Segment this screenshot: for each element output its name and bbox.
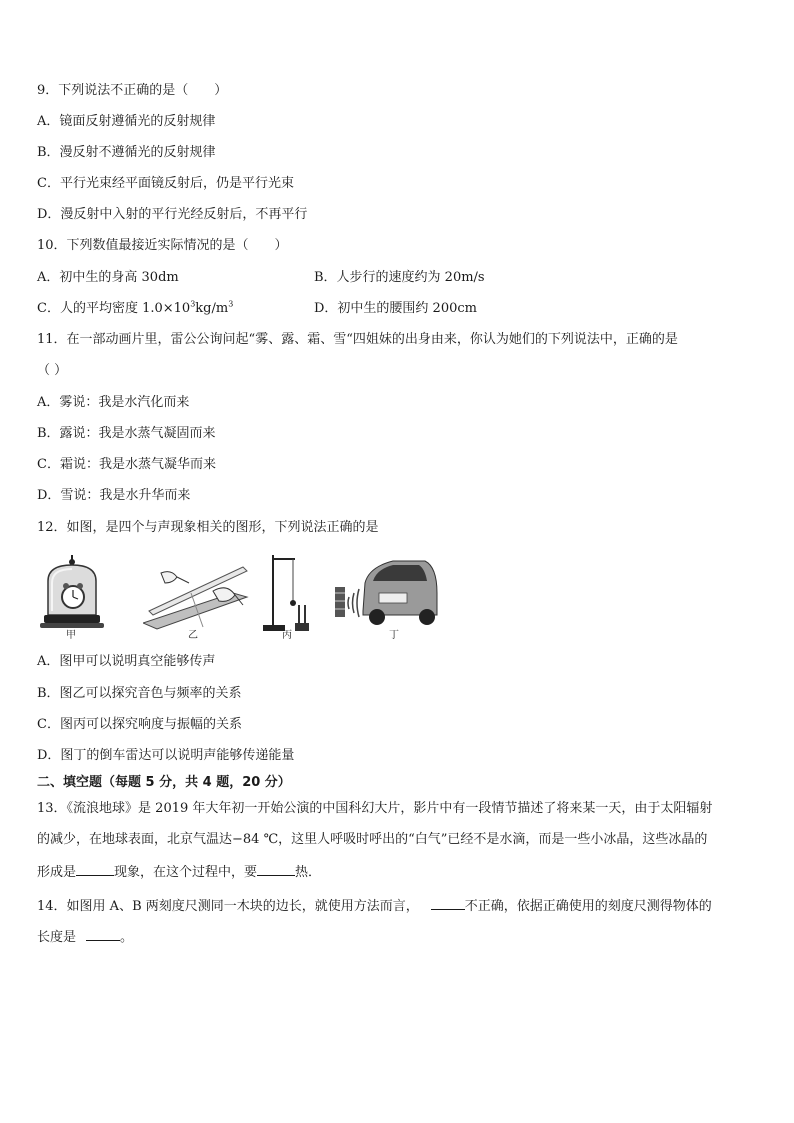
q9-option-b: B．漫反射不遵循光的反射规律 (37, 145, 216, 160)
q12-option-d: D．图丁的倒车雷达可以说明声能够传递能量 (37, 748, 295, 763)
car-radar-figure (333, 553, 439, 643)
q14-blank-2[interactable] (86, 926, 120, 941)
q9-stem: 9．下列说法不正确的是（ ） (37, 83, 228, 98)
q13-line3 (37, 861, 321, 883)
fig-label-jia: 甲 (66, 630, 76, 641)
q10-option-c-exponent: 3 (190, 299, 196, 309)
q14-blank-1[interactable] (431, 895, 465, 910)
q11-option-c: C．霜说：我是水蒸气凝华而来 (37, 457, 216, 472)
fig-label-bing: 丙 (282, 630, 292, 641)
q10-option-d: D．初中生的腰围约 200cm (314, 301, 477, 316)
q14-text-c: 长度是 (37, 930, 77, 945)
q11-stem-line1: 11．在一部动画片里，雷公公询问起“雾、露、霜、雪“四姐妹的出身由来，你认为她们的下列说法中，正确的是 (37, 332, 678, 347)
q10-stem: 10．下列数值最接近实际情况的是（ ） (37, 238, 288, 253)
q10-option-a: A．初中生的身高 30dm (37, 270, 179, 285)
q13-text-a: 形成是 (37, 865, 77, 880)
q14-line1 (37, 895, 712, 917)
q13-line2: 的减少，在地球表面，北京气温达−84 ℃，这里人呼吸时呼出的“白气”已经不是水滴，而是一些小冰晶，这些冰晶的 (37, 832, 708, 847)
q10-option-b: B．人步行的速度约为 20m/s (314, 270, 485, 285)
q11-option-d: D．雪说：我是水升华而来 (37, 488, 191, 503)
q14-text-b: 不正确，依据正确使用的刻度尺测得物体的 (464, 899, 712, 914)
q9-option-a: A．镜面反射遵循光的反射规律 (37, 114, 216, 129)
q9-option-c: C．平行光束经平面镜反射后，仍是平行光束 (37, 176, 294, 191)
q10-option-c-unit-exponent: 3 (228, 299, 234, 309)
q13-line1: 13．《流浪地球》是 2019 年大年初一开始公演的中国科幻大片，影片中有一段情节描述了将来某一天，由于太阳辐射 (37, 801, 713, 816)
q14-text-d: 。 (120, 930, 134, 945)
q13-blank-2[interactable] (257, 861, 295, 876)
q14-line2 (37, 926, 133, 948)
q13-blank-1[interactable] (76, 861, 114, 876)
q11-option-b: B．露说：我是水蒸气凝固而来 (37, 426, 216, 441)
q10-option-c (37, 299, 233, 319)
q10-option-c-text: C．人的平均密度 1.0×10 (37, 301, 191, 316)
q12-option-a: A．图甲可以说明真空能够传声 (37, 654, 216, 669)
fig-label-yi: 乙 (188, 630, 198, 641)
q12-option-b: B．图乙可以探究音色与频率的关系 (37, 686, 242, 701)
q13-text-b: 现象，在这个过程中，要 (114, 865, 258, 880)
q9-option-d: D．漫反射中入射的平行光经反射后，不再平行 (37, 207, 308, 222)
q12-stem: 12．如图，是四个与声现象相关的图形，下列说法正确的是 (37, 520, 379, 535)
q12-option-c: C．图丙可以探究响度与振幅的关系 (37, 717, 242, 732)
fig-label-ding: 丁 (389, 630, 399, 641)
q11-option-a: A．雾说：我是水汽化而来 (37, 395, 190, 410)
q14-text-a: 14．如图用 A、B 两刻度尺测同一木块的边长，就使用方法而言， (37, 899, 419, 914)
q13-text-c: 热． (295, 865, 322, 880)
q10-option-c-unit: kg/m (195, 301, 229, 316)
section-title-fill-in: 二、填空题（每题 5 分，共 4 题，20 分） (37, 775, 291, 790)
q11-stem-line2: （ ） (37, 363, 68, 378)
